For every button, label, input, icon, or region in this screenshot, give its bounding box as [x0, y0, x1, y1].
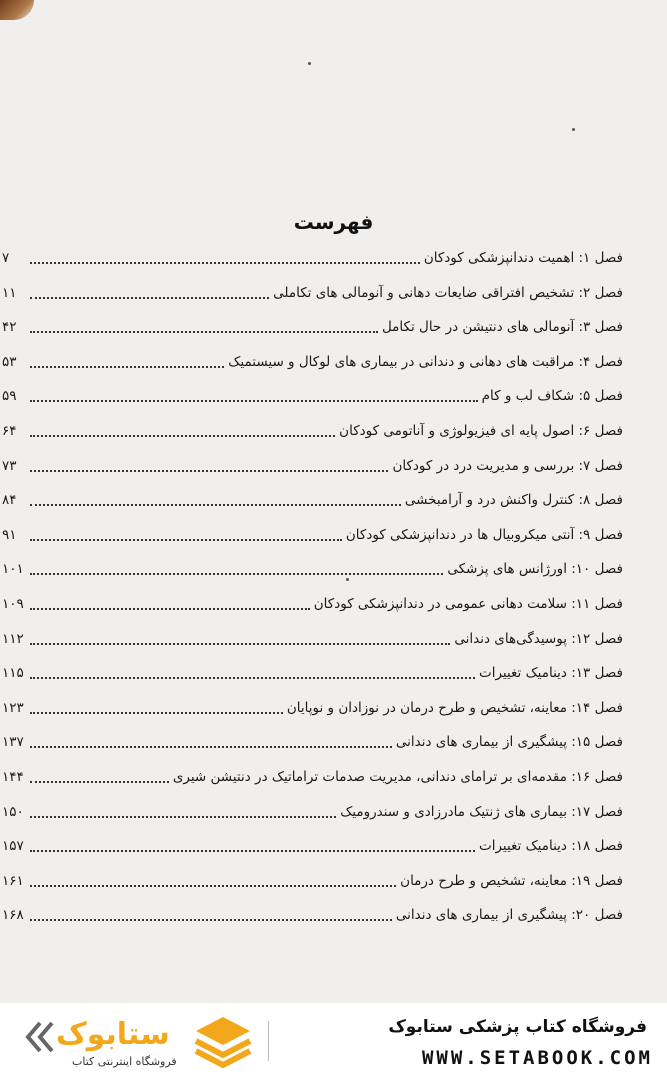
toc-leader-dots: [30, 677, 475, 679]
toc-row[interactable]: [0, 248, 667, 276]
toc-chapter-title: فصل ۱۵: پیشگیری از بیماری های دندانی: [395, 734, 623, 751]
toc-leader-dots: [30, 400, 478, 402]
toc-leader-dots: [30, 573, 443, 575]
toc-leader-dots: [30, 366, 224, 368]
toc-chapter-title: فصل ۹: آنتی میکروبیال ها در دندانپزشکی کودکان: [345, 526, 623, 543]
book-logo-icon: [192, 1013, 254, 1069]
toc-page-number: ۱۶۱: [2, 872, 24, 889]
toc-leader-dots: [30, 262, 420, 264]
toc-row[interactable]: [0, 594, 667, 622]
toc-leader-dots: [30, 919, 392, 921]
toc-row[interactable]: [0, 732, 667, 760]
toc-leader-dots: [30, 297, 269, 299]
toc-leader-dots: [30, 435, 335, 437]
toc-leader-dots: [30, 331, 378, 333]
toc-row[interactable]: [0, 698, 667, 726]
footer-banner: [0, 1003, 667, 1079]
toc-chapter-title: فصل ۴: مراقبت های دهانی و دندانی در بیماری های لوکال و سیستمیک: [228, 353, 623, 370]
toc-row[interactable]: [0, 802, 667, 830]
toc-row[interactable]: [0, 836, 667, 864]
toc-leader-dots: [30, 781, 169, 783]
toc-page-number: ۱۲۳: [2, 699, 24, 716]
toc-row[interactable]: [0, 421, 667, 449]
logo[interactable]: [20, 1013, 188, 1069]
toc-chapter-title: فصل ۸: کنترل واکنش درد و آرامبخشی: [404, 492, 623, 509]
toc-row[interactable]: [0, 283, 667, 311]
toc-page-number: ۱۱۲: [2, 630, 24, 647]
toc-row[interactable]: [0, 352, 667, 380]
toc-leader-dots: [30, 643, 450, 645]
toc-leader-dots: [30, 539, 342, 541]
toc-page-number: ۸۴: [2, 492, 17, 509]
toc-leader-dots: [30, 504, 401, 506]
toc-page-number: ۵۹: [2, 388, 17, 405]
toc-chapter-title: فصل ۱۹: معاینه، تشخیص و طرح درمان: [400, 872, 623, 889]
toc-page-number: ۱۰۹: [2, 596, 24, 612]
toc-chapter-title: فصل ۱۳: دینامیک تغییرات: [478, 665, 623, 682]
shop-name: فروشگاه کتاب پزشکی ستابوک: [388, 1017, 647, 1037]
toc-leader-dots: [30, 746, 392, 748]
toc-leader-dots: [30, 712, 283, 714]
page-corner: [0, 0, 34, 20]
toc-row[interactable]: [0, 386, 667, 414]
toc-page-number: ۱۴۴: [2, 769, 24, 785]
toc-page-number: ۴۲: [2, 319, 17, 336]
toc-chapter-title: فصل ۱۸: دینامیک تغییرات: [478, 838, 623, 855]
toc-row[interactable]: [0, 767, 667, 795]
speck: [308, 62, 311, 65]
toc-page-number: ۱۵۰: [2, 803, 24, 820]
toc-page-number: ۹۱: [2, 526, 17, 543]
toc-page-number: ۶۴: [2, 423, 17, 439]
toc-row[interactable]: [0, 663, 667, 691]
divider: [268, 1021, 269, 1061]
toc-leader-dots: [30, 850, 475, 852]
toc-row[interactable]: [0, 559, 667, 587]
speck: [572, 128, 575, 131]
toc-page-number: ۱۵۷: [2, 838, 24, 855]
toc-chapter-title: فصل ۱: اهمیت دندانپزشکی کودکان: [423, 250, 623, 266]
toc-page-number: ۱۰۱: [2, 561, 24, 578]
toc-chapter-title: فصل ۱۲: پوسیدگی‌های دندانی: [454, 630, 623, 647]
page-title: فهرست: [293, 210, 374, 234]
toc-page-number: ۱۶۸: [2, 907, 24, 924]
toc-row[interactable]: [0, 456, 667, 484]
toc-row[interactable]: [0, 490, 667, 518]
toc-leader-dots: [30, 816, 336, 818]
toc-chapter-title: فصل ۲۰: پیشگیری از بیماری های دندانی: [395, 907, 623, 924]
logo-subtitle: فروشگاه اینترنتی کتاب: [72, 1055, 177, 1068]
toc-chapter-title: فصل ۷: بررسی و مدیریت درد در کودکان: [392, 457, 623, 474]
chevrons-icon: [20, 1019, 60, 1055]
toc-page-number: ۷۳: [2, 457, 17, 474]
toc-leader-dots: [30, 470, 388, 472]
toc-chapter-title: فصل ۳: آنومالی های دنتیشن در حال تکامل: [381, 319, 623, 336]
toc-chapter-title: فصل ۶: اصول پایه ای فیزیولوژی و آناتومی کودکان: [339, 423, 623, 439]
toc-chapter-title: فصل ۵: شکاف لب و کام: [481, 388, 623, 405]
toc-chapter-title: فصل ۱۱: سلامت دهانی عمومی در دندانپزشکی کودکان: [313, 596, 623, 612]
toc-chapter-title: فصل ۱۶: مقدمه‌ای بر ترامای دندانی، مدیریت صدمات تراماتیک در دنتیشن شیری: [172, 769, 623, 785]
toc-chapter-title: فصل ۱۷: بیماری های ژنتیک مادرزادی و سندرومیک: [340, 803, 623, 820]
toc-page-number: ۵۳: [2, 353, 17, 370]
toc-page-number: ۱۳۷: [2, 734, 24, 751]
toc-chapter-title: فصل ۱۰: اورژانس های پزشکی: [447, 561, 623, 578]
toc-row[interactable]: [0, 317, 667, 345]
toc-leader-dots: [30, 885, 396, 887]
toc-row[interactable]: [0, 871, 667, 899]
logo-text: ستابوک: [56, 1017, 170, 1052]
toc-row[interactable]: [0, 525, 667, 553]
toc-leader-dots: [30, 608, 310, 610]
toc-row[interactable]: [0, 629, 667, 657]
toc-row[interactable]: [0, 905, 667, 933]
shop-url[interactable]: WWW.SETABOOK.COM: [421, 1047, 653, 1069]
toc-page-number: ۱۱۵: [2, 665, 24, 682]
toc-page-number: ۷: [2, 250, 10, 266]
toc-page-number: ۱۱: [2, 284, 17, 301]
toc-chapter-title: فصل ۱۴: معاینه، تشخیص و طرح درمان در نوزادان و نوپایان: [286, 699, 623, 716]
toc-chapter-title: فصل ۲: تشخیص افتراقی ضایعات دهانی و آنومالی های تکاملی: [273, 284, 623, 301]
